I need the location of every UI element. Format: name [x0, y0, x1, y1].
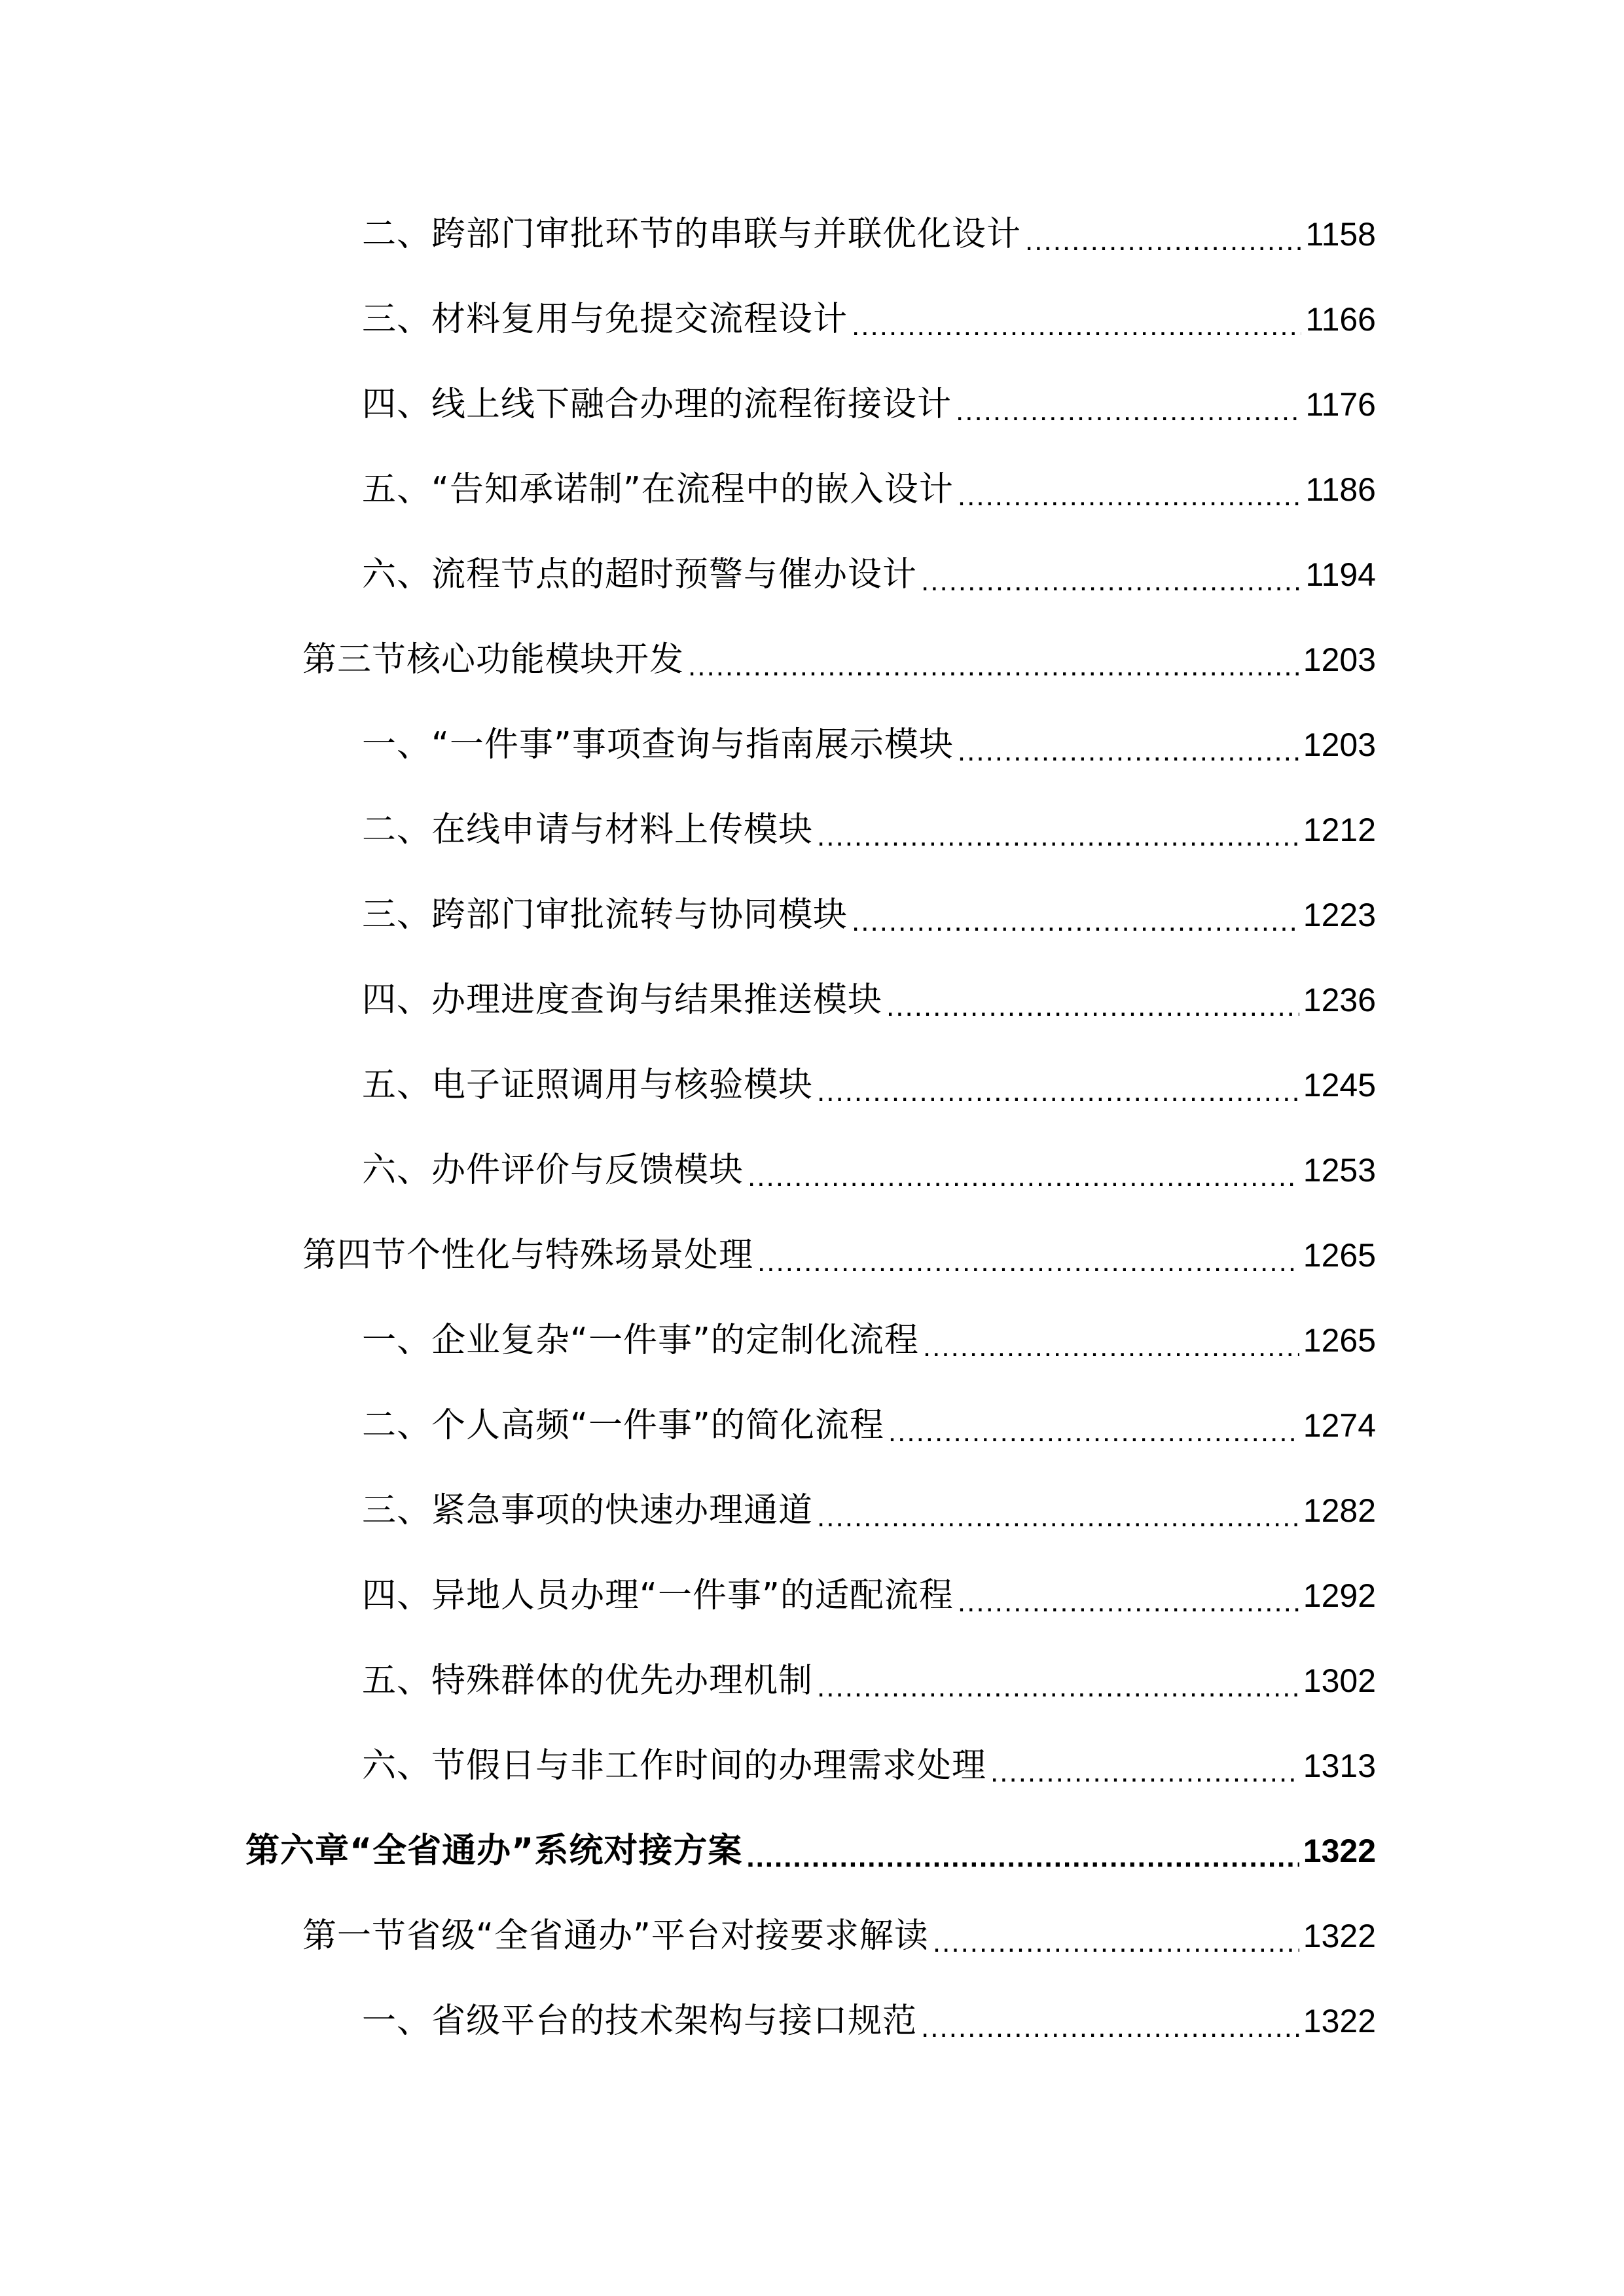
toc-dot-leader: [958, 1570, 1299, 1622]
toc-dot-leader: [817, 1059, 1299, 1111]
toc-dot-leader: [817, 1484, 1299, 1537]
toc-entry-section[interactable]: [302, 634, 1376, 686]
toc-dot-leader: [921, 548, 1301, 601]
toc-entry-item[interactable]: [362, 804, 1376, 856]
toc-dot-leader: [990, 1740, 1299, 1792]
toc-entry-item[interactable]: [362, 1484, 1376, 1537]
toc-entry-section[interactable]: [302, 1229, 1376, 1282]
toc-entry-page-number: 1322: [1303, 2003, 1376, 2039]
toc-dot-leader: [921, 1995, 1299, 2047]
toc-entry-title: 三、跨部门审批流转与协同模块: [362, 895, 848, 935]
toc-dot-leader: [748, 1144, 1299, 1196]
toc-entry-title: 二、跨部门审批环节的串联与并联优化设计: [362, 215, 1022, 254]
toc-dot-leader: [958, 719, 1299, 771]
toc-entry-page-number: 1253: [1303, 1152, 1376, 1189]
toc-entry-title: 三、材料复用与免提交流程设计: [362, 300, 848, 339]
toc-dot-leader: [933, 1910, 1299, 1962]
toc-entry-page-number: 1158: [1305, 216, 1376, 253]
toc-entry-title: 第六章“全省通办”系统对接方案: [245, 1831, 743, 1871]
toc-dot-leader: [746, 1825, 1299, 1877]
toc-entry-item[interactable]: [362, 974, 1376, 1026]
toc-entry-title: 六、办件评价与反馈模块: [362, 1151, 744, 1190]
toc-entry-page-number: 1282: [1303, 1492, 1376, 1529]
toc-entry-title: 一、企业复杂“一件事”的定制化流程: [362, 1321, 919, 1360]
toc-entry-page-number: 1194: [1305, 556, 1376, 593]
toc-entry-item[interactable]: [362, 1144, 1376, 1196]
toc-entry-page-number: 1313: [1303, 1748, 1376, 1784]
toc-entry-page-number: 1223: [1303, 897, 1376, 933]
toc-dot-leader: [688, 634, 1299, 686]
toc-entry-page-number: 1186: [1305, 471, 1376, 508]
toc-dot-leader: [958, 463, 1302, 516]
toc-entry-item[interactable]: [362, 1399, 1376, 1452]
toc-entry-page-number: 1265: [1303, 1237, 1376, 1274]
toc-entry-page-number: 1302: [1303, 1662, 1376, 1699]
toc-entry-title: 一、省级平台的技术架构与接口规范: [362, 2001, 918, 2041]
toc-entry-page-number: 1322: [1303, 1918, 1376, 1954]
toc-entry-page-number: 1292: [1303, 1577, 1376, 1614]
toc-dot-leader: [888, 1399, 1299, 1452]
toc-entry-title: 三、紧急事项的快速办理通道: [362, 1491, 814, 1530]
toc-entry-title: 六、节假日与非工作时间的办理需求处理: [362, 1746, 987, 1785]
toc-entry-page-number: 1166: [1305, 301, 1376, 338]
toc-entry-title: 六、流程节点的超时预警与催办设计: [362, 555, 918, 594]
toc-entry-title: 五、特殊群体的优先办理机制: [362, 1661, 814, 1700]
toc-entry-title: 二、个人高频“一件事”的简化流程: [362, 1406, 884, 1445]
toc-entry-page-number: 1322: [1303, 1833, 1376, 1869]
toc-entry-item[interactable]: [362, 293, 1376, 346]
toc-dot-leader: [1025, 208, 1301, 260]
toc-entry-item[interactable]: [362, 1995, 1376, 2047]
toc-entry-title: 四、办理进度查询与结果推送模块: [362, 980, 883, 1020]
toc-entry-title: 第三节核心功能模块开发: [302, 640, 685, 679]
toc-dot-leader: [886, 974, 1299, 1026]
toc-entry-page-number: 1203: [1303, 641, 1376, 678]
toc-entry-chapter[interactable]: [245, 1825, 1376, 1877]
toc-dot-leader: [817, 1655, 1299, 1707]
toc-entry-item[interactable]: [362, 378, 1376, 431]
toc-entry-page-number: 1212: [1303, 812, 1376, 848]
toc-entry-page-number: 1274: [1303, 1407, 1376, 1444]
toc-entry-item[interactable]: [362, 889, 1376, 941]
toc-entry-item[interactable]: [362, 1570, 1376, 1622]
toc-entry-page-number: 1245: [1303, 1067, 1376, 1103]
toc-dot-leader: [956, 378, 1301, 431]
toc-dot-leader: [852, 889, 1299, 941]
toc-entry-item[interactable]: [362, 1059, 1376, 1111]
toc-entry-title: 五、电子证照调用与核验模块: [362, 1066, 814, 1105]
toc-dot-leader: [817, 804, 1299, 856]
toc-dot-leader: [757, 1229, 1299, 1282]
toc-entry-title: 二、在线申请与材料上传模块: [362, 810, 814, 850]
toc-entry-item[interactable]: [362, 1740, 1376, 1792]
toc-entry-title: 四、线上线下融合办理的流程衔接设计: [362, 385, 952, 424]
toc-entry-page-number: 1265: [1303, 1322, 1376, 1359]
toc-dot-leader: [923, 1314, 1299, 1367]
toc-dot-leader: [852, 293, 1301, 346]
toc-entry-title: 第一节省级“全省通办”平台对接要求解读: [302, 1916, 929, 1956]
toc-entry-item[interactable]: [362, 548, 1376, 601]
toc-entry-page-number: 1203: [1303, 726, 1376, 763]
toc-entry-page-number: 1176: [1305, 386, 1376, 423]
toc-entry-item[interactable]: [362, 208, 1376, 260]
toc-entry-title: 四、异地人员办理“一件事”的适配流程: [362, 1576, 954, 1615]
toc-entry-item[interactable]: [362, 719, 1376, 771]
toc-entry-item[interactable]: [362, 463, 1376, 516]
toc-entry-item[interactable]: [362, 1314, 1376, 1367]
toc-entry-item[interactable]: [362, 1655, 1376, 1707]
toc-entry-title: 一、“一件事”事项查询与指南展示模块: [362, 725, 954, 764]
toc-entry-title: 五、“告知承诺制”在流程中的嵌入设计: [362, 470, 954, 509]
toc-entry-section[interactable]: [302, 1910, 1376, 1962]
toc-entry-page-number: 1236: [1303, 982, 1376, 1018]
toc-entry-title: 第四节个性化与特殊场景处理: [302, 1236, 754, 1275]
